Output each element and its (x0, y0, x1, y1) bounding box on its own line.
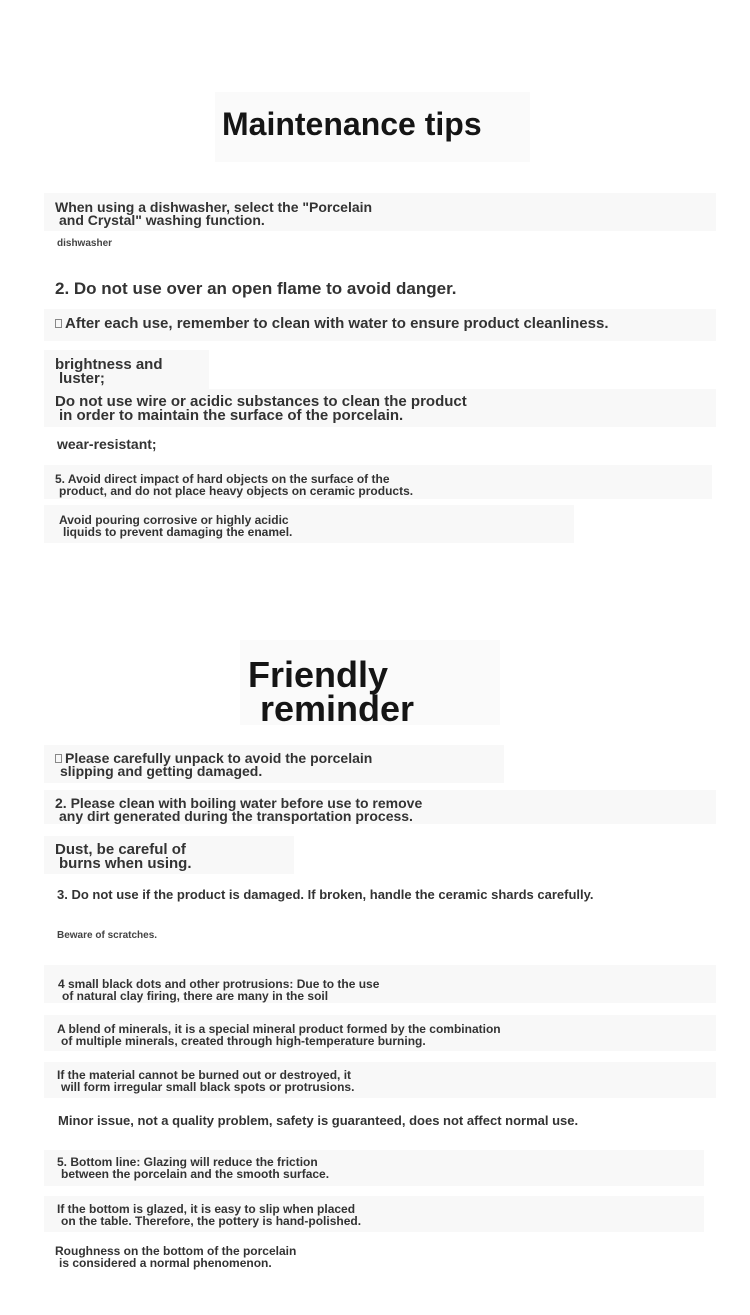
reminder-bottom-line-2: between the porcelain and the smooth surface. (61, 1167, 330, 1181)
reminder-dots-line-1: 4 small black dots and other protrusions: Due to the use (58, 977, 380, 991)
reminder-unpack-text: Please carefully unpack to avoid the porcelain (65, 750, 373, 766)
tip-impact-line-2: product, and do not place heavy objects on ceramic products. (59, 484, 414, 498)
tip-clean-water (55, 316, 609, 331)
tip-corrosive-line-1: Avoid pouring corrosive or highly acidic (59, 513, 289, 527)
reminder-dust-line-2: burns when using. (59, 855, 192, 872)
reminder-rough-line-2: is considered a normal phenomenon. (59, 1256, 272, 1270)
missing-glyph-icon (55, 754, 62, 763)
reminder-unpack-line-2: slipping and getting damaged. (60, 763, 263, 779)
reminder-minor-issue: Minor issue, not a quality problem, safety is guaranteed, does not affect normal use. (58, 1113, 579, 1128)
reminder-dots-line-2: of natural clay firing, there are many in the soil (62, 989, 329, 1003)
reminder-bottom-line-1: 5. Bottom line: Glazing will reduce the friction (57, 1155, 318, 1169)
tip-dishwasher-line-1: When using a dishwasher, select the "Porcelain (55, 199, 373, 215)
reminder-dust-line-1: Dust, be careful of (55, 841, 186, 858)
tip-impact-line-1: 5. Avoid direct impact of hard objects on the surface of the (55, 472, 390, 486)
tip-dishwasher-line-2: and Crystal" washing function. (59, 212, 265, 228)
tip-brightness-line-2: luster; (59, 370, 105, 387)
tip-dishwasher-small: dishwasher (57, 238, 113, 249)
tip-wear-resistant: wear-resistant; (57, 436, 157, 452)
tip-corrosive-line-2: liquids to prevent damaging the enamel. (63, 525, 293, 539)
reminder-material-line-2: will form irregular small black spots or protrusions. (61, 1080, 355, 1094)
tip-brightness-line-1: brightness and (55, 356, 163, 373)
reminder-boil-line-2: any dirt generated during the transportation process. (59, 808, 413, 824)
reminder-title-line-2: reminder (260, 688, 415, 729)
reminder-blend-line-2: of multiple minerals, created through high-temperature burning. (61, 1034, 426, 1048)
reminder-material-line-1: If the material cannot be burned out or destroyed, it (57, 1068, 352, 1082)
tip-open-flame: 2. Do not use over an open flame to avoid danger. (55, 279, 457, 298)
missing-glyph-icon (55, 319, 62, 328)
reminder-rough-line-1: Roughness on the bottom of the porcelain (55, 1244, 297, 1258)
reminder-title-line-1: Friendly (248, 654, 389, 695)
reminder-boil-line-1: 2. Please clean with boiling water before use to remove (55, 795, 423, 811)
tip-wire-line-2: in order to maintain the surface of the porcelain. (59, 407, 404, 424)
maintenance-title: Maintenance tips (222, 106, 482, 142)
reminder-glazed-line-1: If the bottom is glazed, it is easy to slip when placed (57, 1202, 356, 1216)
reminder-glazed-line-2: on the table. Therefore, the pottery is hand-polished. (61, 1214, 362, 1228)
tip-wire-line-1: Do not use wire or acidic substances to clean the product (55, 393, 467, 410)
reminder-damaged: 3. Do not use if the product is damaged. If broken, handle the ceramic shards carefully. (57, 887, 594, 902)
reminder-blend-line-1: A blend of minerals, it is a special mineral product formed by the combination (57, 1022, 501, 1036)
tip-clean-water-text: After each use, remember to clean with water to ensure product cleanliness. (65, 315, 609, 332)
reminder-scratches: Beware of scratches. (57, 930, 158, 941)
